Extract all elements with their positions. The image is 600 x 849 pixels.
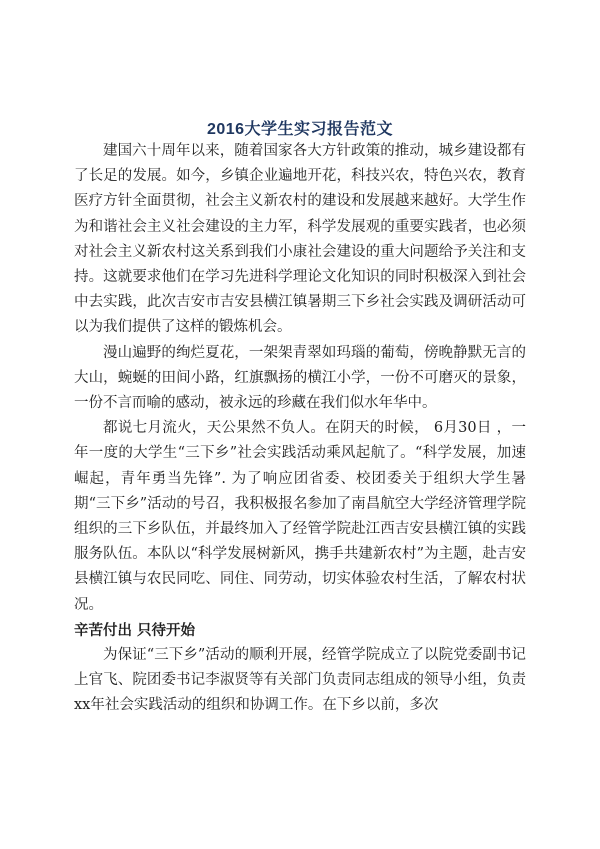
document-title: 2016大学生实习报告范文: [206, 121, 394, 138]
paragraph-departure: 都说七月流火，天公果然不负人。在阴天的时候， 6月30日 ，一年一度的大学生“三下乡”社会实践活动乘风起航了。“科学发展，加速崛起，青年勇当先锋”. 为了响应团省委、校团委关于组织大学生暑期“三下乡”活动的号召，我积极报名参加了南昌航空大学经济管理学院组织的三下乡队伍，并最终加入了经管学院赴江西吉安县横江镇的实践服务队伍。本队以“科学发展树新风，携手共建新农村”为主题，赴吉安县横江镇与农民同吃、同住、同劳动，切实体验农村生活，了解农村状况。: [74, 420, 526, 613]
paragraph-scenery: 漫山遍野的绚烂夏花，一架架青翠如玛瑙的葡萄，傍晚静默无言的大山，蜿蜒的田间小路，红旗飘扬的横江小学，一份不可磨灭的景象，一份不言而喻的感动，被永远的珍藏在我们似水年华中。: [74, 344, 526, 412]
paragraph-intro: 建国六十周年以来，随着国家各大方针政策的推动，城乡建设都有了长足的发展。如今，乡镇企业遍地开花，科技兴农，特色兴农，教育医疗方针全面贯彻，社会主义新农村的建设和发展越来越好。大学生作为和谐社会主义社会建设的主力军，科学发展观的重要实践者，也必须对社会主义新农村这关系到我们小康社会建设的重大问题给予关注和支持。这就要求他们在学习先进科学理论文化知识的同时积极深入到社会中去实践，此次吉安市吉安县横江镇暑期三下乡社会实践及调研活动可以为我们提供了这样的锻炼机会。: [74, 143, 526, 336]
document-body: [74, 139, 526, 719]
section-heading: 辛苦付出 只待开始: [74, 621, 196, 639]
paragraph-preparation: 为保证“三下乡”活动的顺利开展，经管学院成立了以院党委副书记上官飞、院团委书记李淑贤等有关部门负责同志组成的领导小组，负责xx年社会实践活动的组织和协调工作。在下乡以前，多次: [74, 647, 526, 714]
